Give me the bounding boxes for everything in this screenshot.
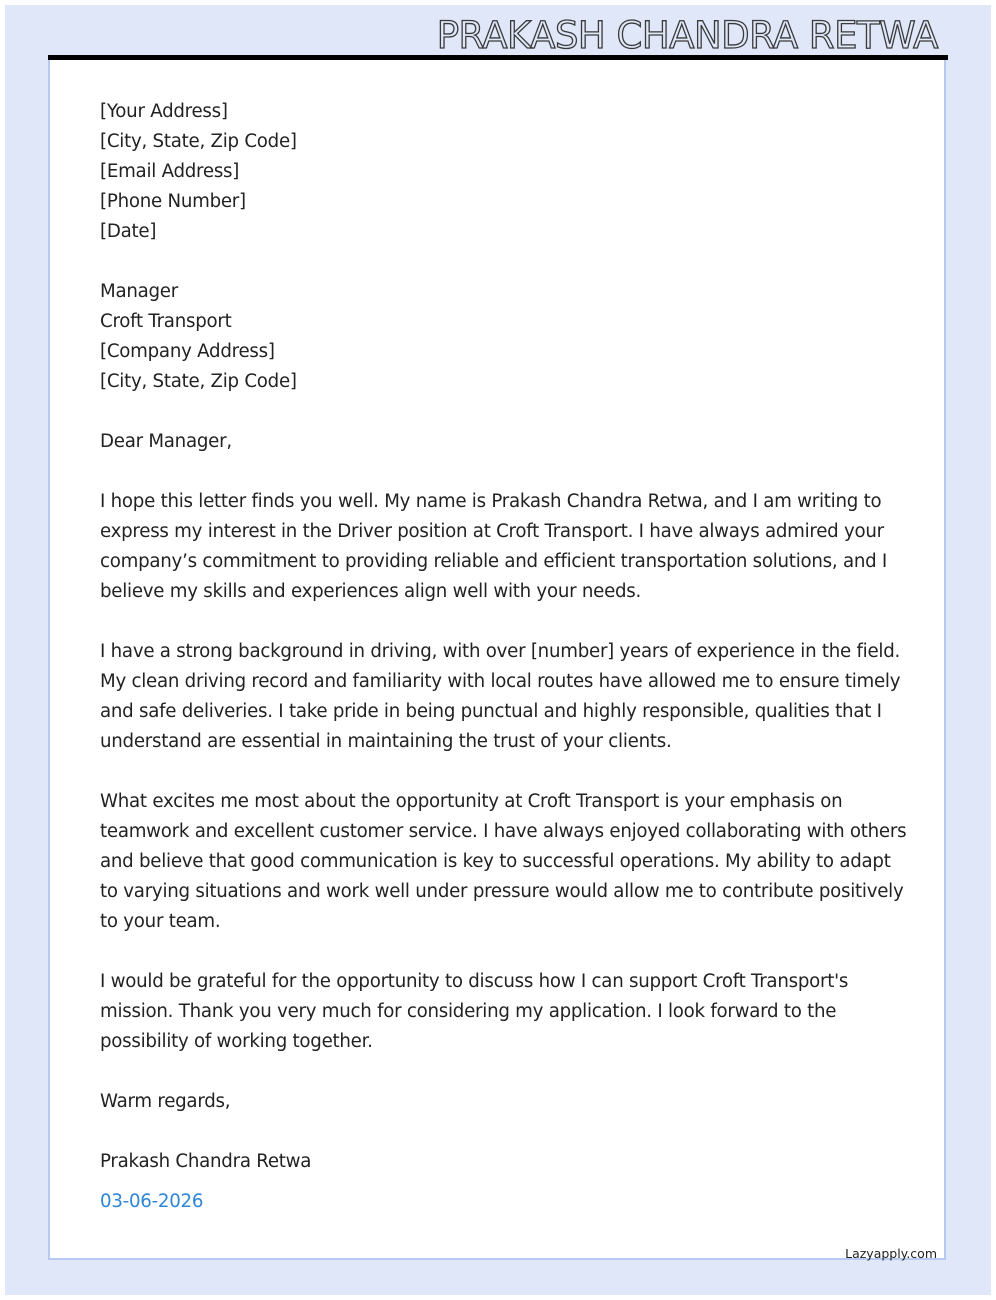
body-paragraph-1: I hope this letter finds you well. My name is Prakash Chandra Retwa, and I am writing to express my interest in the Driver position at Croft Transport. I have always admired your company’s commitment to providing reliable and efficient transportation solutions, and I believe my skills and experiences align well with your needs. — [100, 491, 888, 602]
applicant-name-header: PRAKASH CHANDRA RETWA — [436, 14, 938, 57]
body-paragraph-2: I have a strong background in driving, with over [number] years of experience in the field. My clean driving record and familiarity with local routes have allowed me to ensure timely and safe deliveries. I take pride in being punctual and highly responsible, qualities that I understand are essential in maintaining the trust of your clients. — [100, 641, 901, 752]
signed-date: 03-06-2026 — [100, 1191, 204, 1212]
signature-name: Prakash Chandra Retwa — [100, 1151, 312, 1172]
sender-date: [Date] — [100, 221, 157, 242]
cover-letter-body — [100, 97, 910, 1217]
sender-block — [100, 97, 910, 247]
spacer — [100, 607, 910, 637]
sender-address: [Your Address] — [100, 101, 228, 122]
recipient-title: Manager — [100, 281, 178, 302]
recipient-city-state-zip: [City, State, Zip Code] — [100, 371, 297, 392]
closing: Warm regards, — [100, 1091, 231, 1112]
salutation: Dear Manager, — [100, 431, 232, 452]
spacer — [100, 397, 910, 427]
sender-city-state-zip: [City, State, Zip Code] — [100, 131, 297, 152]
spacer — [100, 757, 910, 787]
spacer — [100, 1117, 910, 1147]
spacer — [100, 457, 910, 487]
spacer — [100, 1057, 910, 1087]
sender-phone: [Phone Number] — [100, 191, 246, 212]
recipient-address: [Company Address] — [100, 341, 275, 362]
sender-email: [Email Address] — [100, 161, 240, 182]
footer-brand: Lazyapply.com — [845, 1246, 937, 1261]
body-paragraph-3: What excites me most about the opportunity at Croft Transport is your emphasis on teamwork and excellent customer service. I have always enjoyed collaborating with others and believe that good communication is key to successful operations. My ability to adapt to varying situations and work well under pressure would allow me to contribute positively to your team. — [100, 791, 907, 932]
spacer — [100, 247, 910, 277]
recipient-company: Croft Transport — [100, 311, 232, 332]
recipient-block — [100, 277, 910, 397]
spacer — [100, 937, 910, 967]
body-paragraph-4: I would be grateful for the opportunity to discuss how I can support Croft Transport's mission. Thank you very much for considering my application. I look forward to the possibility of working together. — [100, 971, 849, 1052]
